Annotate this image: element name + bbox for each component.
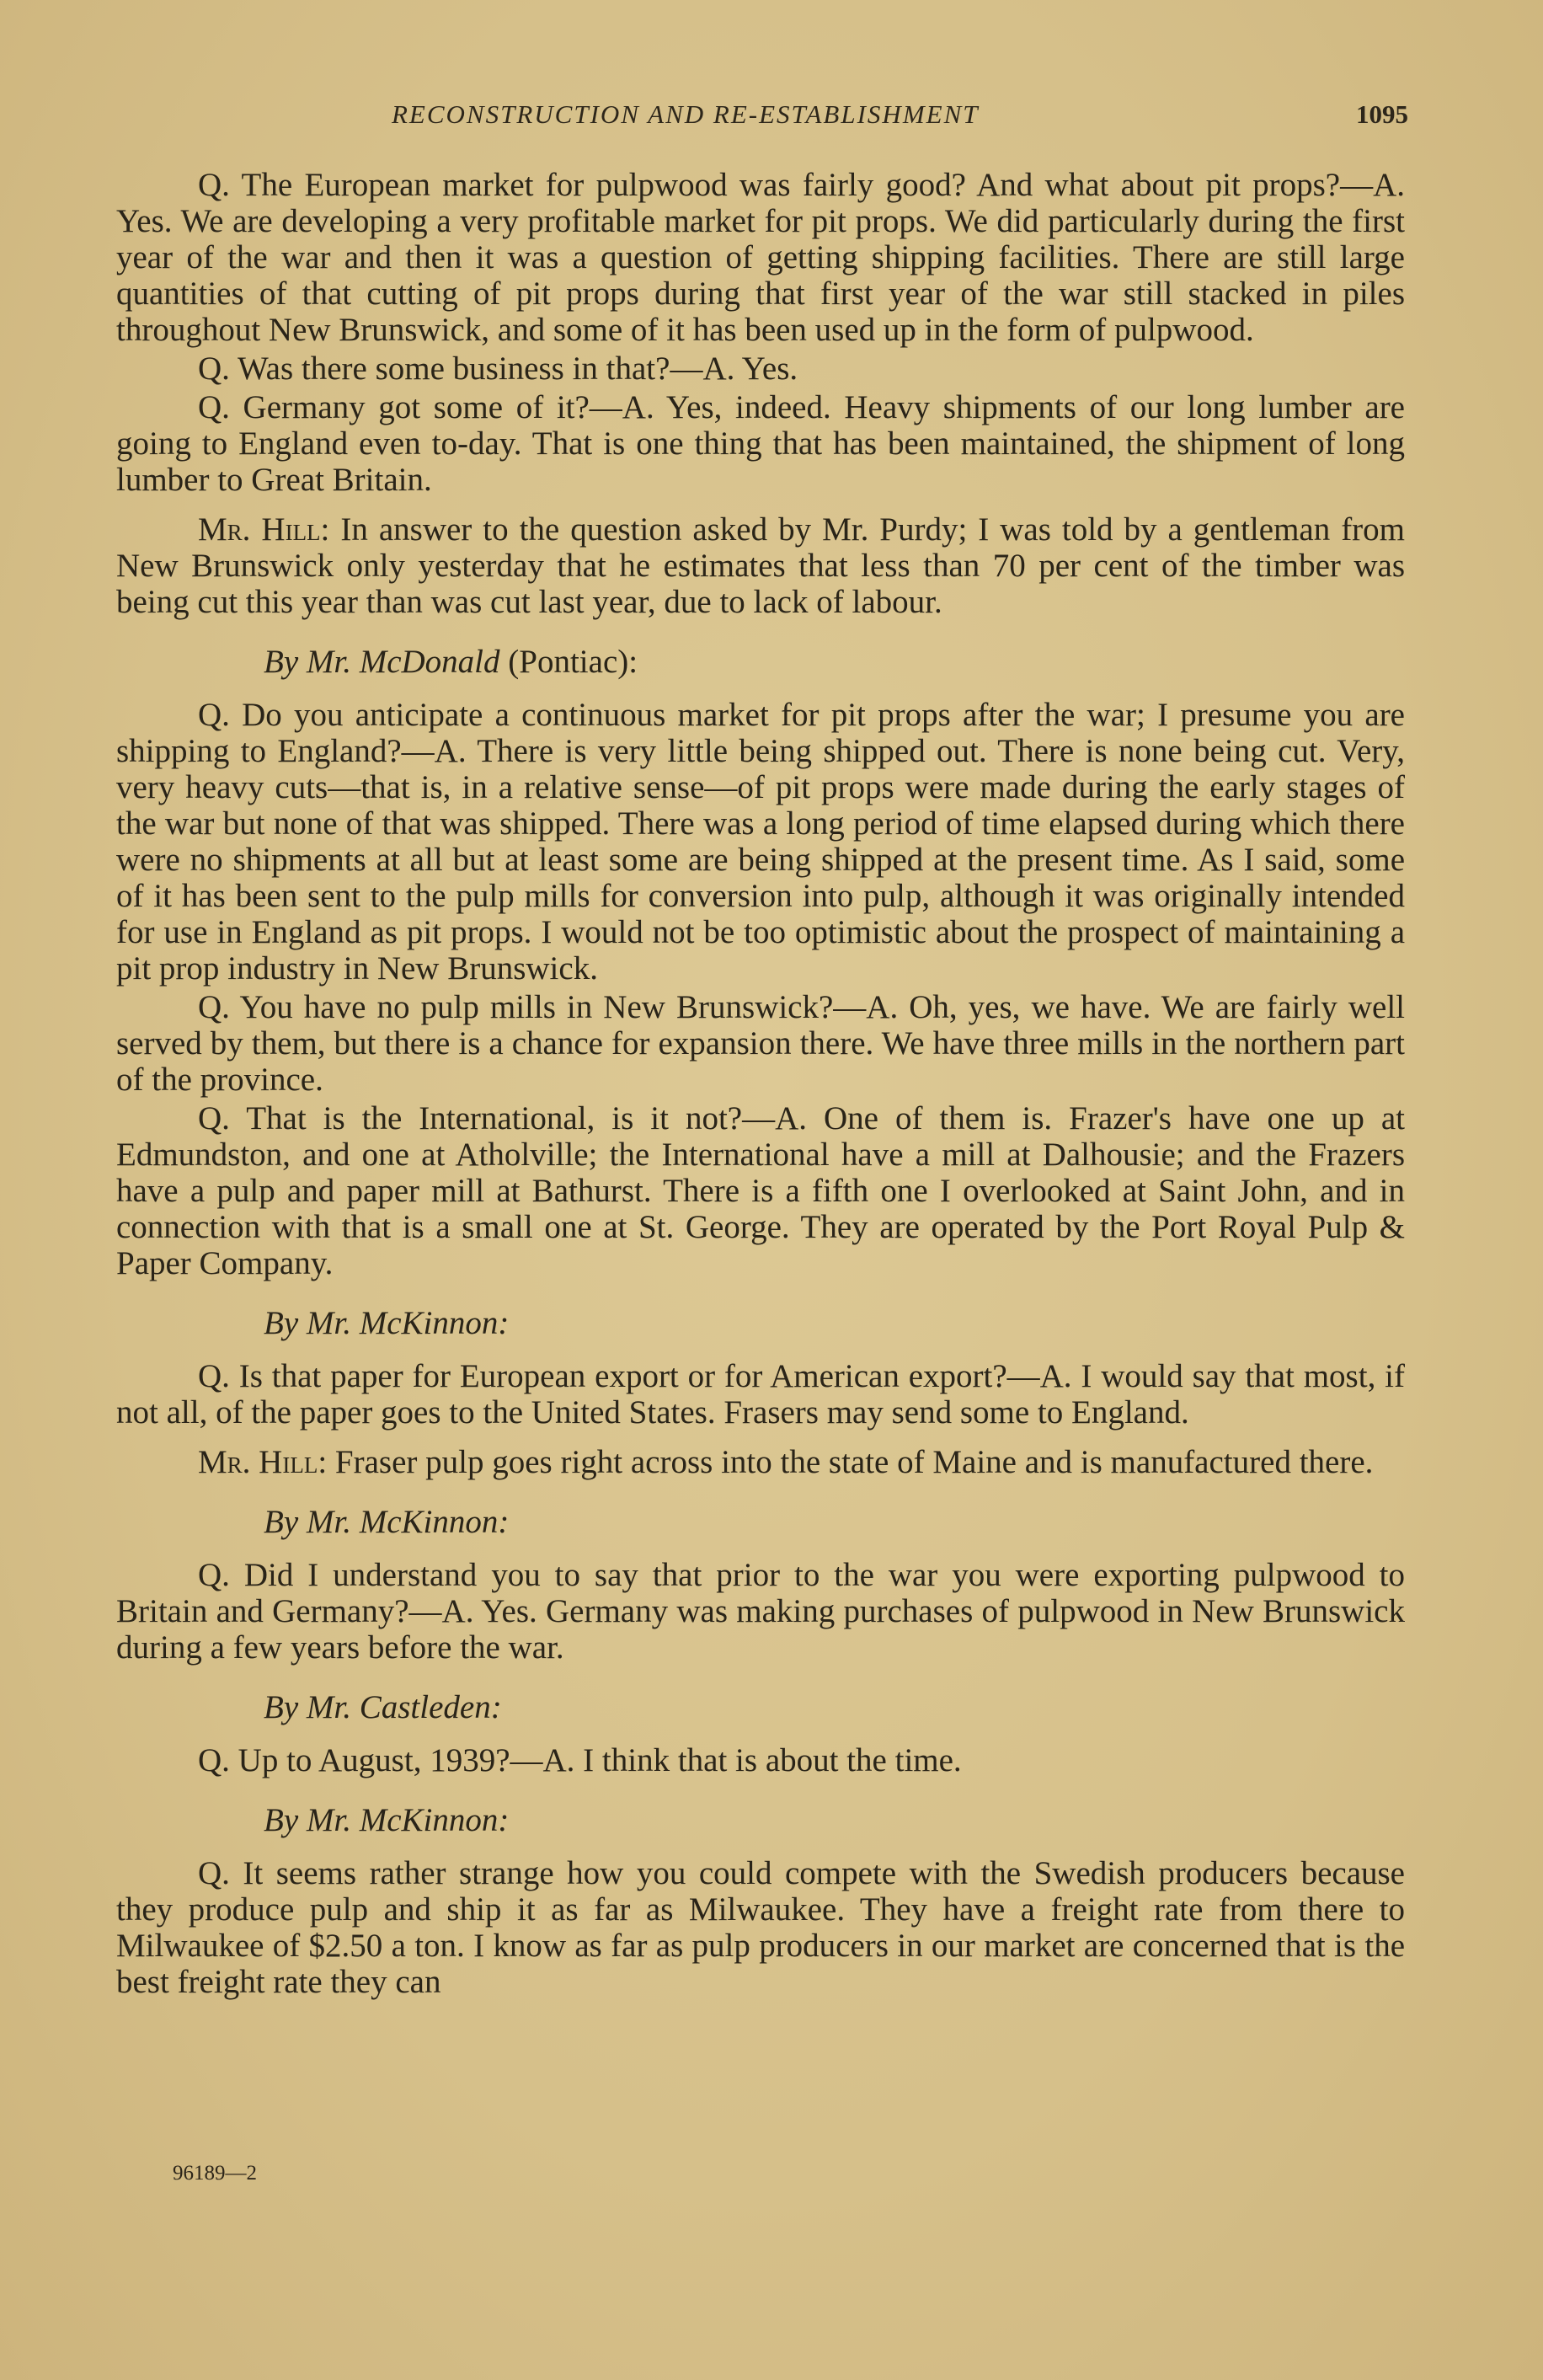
examiner-heading: By Mr. McKinnon:: [264, 1504, 510, 1540]
speaker-text: Fraser pulp goes right across into the state of Maine and is manufactured there.: [334, 1444, 1374, 1480]
speaker-text: In answer to the question asked by Mr. Purdy; I was told by a gentleman from New Brunswick only yesterday that he estimates that less than 70 per cent of the timber was being cut this year than was cut last year, due to lack of labour.: [116, 511, 1406, 620]
paragraph: Q. Is that paper for European export or for American export?—A. I would say that most, if not all, of the paper goes to the United States. Frasers may send some to England.: [116, 1358, 1405, 1431]
speaker-name: Mr. Hill:: [198, 511, 330, 548]
paragraph: Q. Was there some business in that?—A. Yes.: [198, 350, 798, 387]
paragraph: Q. That is the International, is it not?—A. One of them is. Frazer's have one up at Edmundston, and one at Atholville; the International have a mill at Dalhousie; and the Frazers have a pulp and paper mill at Bathurst. There is a fifth one I overlooked at Saint John, and in connection with that is a small one at St. George. They are operated by the Port Royal Pulp & Paper Company.: [116, 1100, 1405, 1281]
examiner-suffix: (Pontiac):: [508, 644, 638, 680]
examiner-heading: By Mr. McKinnon:: [264, 1305, 510, 1341]
speaker-paragraph: [116, 511, 1405, 620]
running-title: RECONSTRUCTION AND RE-ESTABLISHMENT: [392, 99, 980, 129]
examiner-name: By Mr. McDonald: [264, 644, 500, 680]
paragraph: Q. You have no pulp mills in New Brunswick?—A. Oh, yes, we have. We are fairly well served by them, but there is a chance for expansion there. We have three mills in the northern part of the province.: [116, 989, 1405, 1098]
printer-code: 96189—2: [173, 2162, 257, 2185]
body-text: [116, 167, 1405, 2003]
paragraph: Q. Germany got some of it?—A. Yes, indeed. Heavy shipments of our long lumber are going to England even to-day. That is one thing that has been maintained, the shipment of long lumber to Great Britain.: [116, 389, 1405, 498]
paragraph: Q. Up to August, 1939?—A. I think that is about the time.: [198, 1742, 962, 1778]
examiner-heading: By Mr. McKinnon:: [264, 1802, 510, 1838]
page-number: 1095: [1356, 99, 1408, 129]
page-header: [118, 99, 1415, 133]
speaker-paragraph: [116, 1444, 1405, 1480]
examiner-heading: By Mr. Castleden:: [264, 1689, 502, 1725]
paragraph: Q. Do you anticipate a continuous market for pit props after the war; I presume you are shipping to England?—A. There is very little being shipped out. There is none being cut. Very, very heavy cuts—that is, in a relative sense—of pit props were made during the early stages of the war but none of that was shipped. There was a long period of time elapsed during which there were no shipments at all but at least some are being shipped at the present time. As I said, some of it has been sent to the pulp mills for conversion into pulp, although it was originally intended for use in England as pit props. I would not be too optimistic about the prospect of maintaining a pit prop industry in New Brunswick.: [116, 697, 1405, 987]
speaker-name: Mr. Hill:: [198, 1444, 328, 1480]
paragraph: Q. It seems rather strange how you could compete with the Swedish producers because they produce pulp and ship it as far as Milwaukee. They have a freight rate from there to Milwaukee of $2.50 a ton. I know as far as pulp producers in our market are concerned that is the best freight rate they can: [116, 1855, 1405, 2000]
paragraph: Q. The European market for pulpwood was fairly good? And what about pit props?—A. Yes. We are developing a very profitable market for pit props. We did particularly during the first year of the war and then it was a question of getting shipping facilities. There are still large quantities of that cutting of pit props during that first year of the war still stacked in piles throughout New Brunswick, and some of it has been used up in the form of pulpwood.: [116, 167, 1405, 348]
examiner-heading: [264, 644, 1405, 680]
paragraph: Q. Did I understand you to say that prior to the war you were exporting pulpwood to Britain and Germany?—A. Yes. Germany was making purchases of pulpwood in New Brunswick during a few years before the war.: [116, 1557, 1405, 1666]
